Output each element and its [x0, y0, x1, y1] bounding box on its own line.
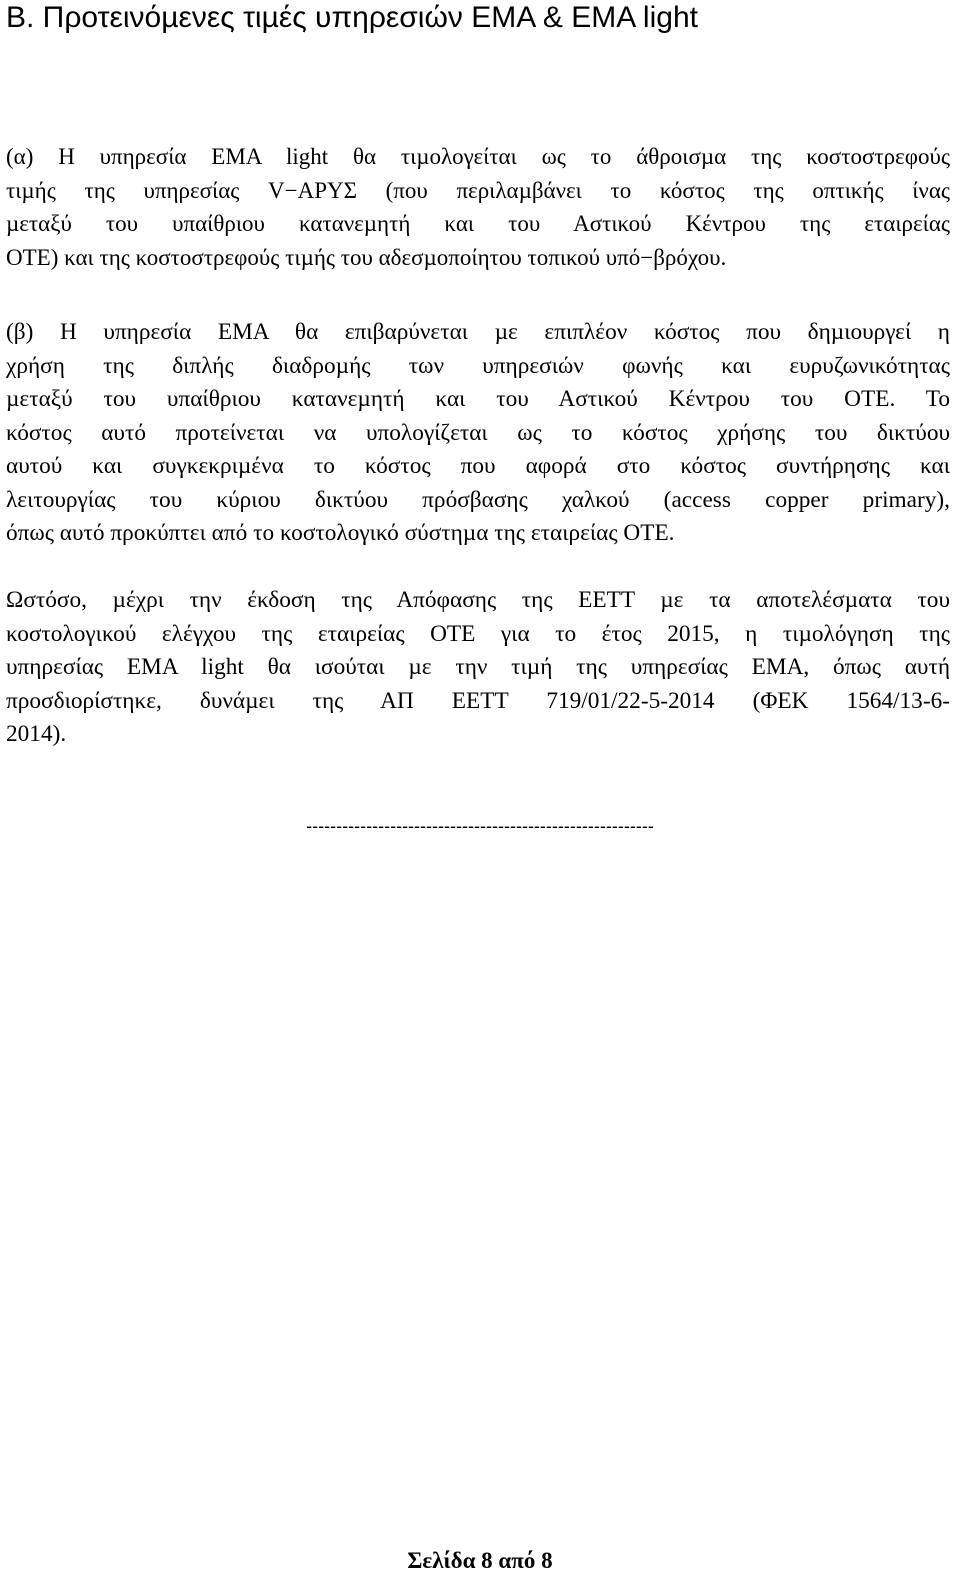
- paragraph-c-line: 2014).: [6, 721, 67, 747]
- page-number: Σελίδα 8 από 8: [407, 1548, 553, 1573]
- section-heading: Β. Προτεινόµενες τιµές υπηρεσιών ΕΜΑ & ΕΜΑ light: [6, 1, 698, 34]
- paragraph-b-line: αυτού και συγκεκριµένα το κόστος που αφορά στο κόστος συντήρησης και: [6, 453, 950, 479]
- paragraph-b-line: (β) Η υπηρεσία ΕΜΑ θα επιβαρύνεται µε επιπλέον κόστος που δηµιουργεί η: [6, 319, 950, 345]
- paragraph-a: [6, 140, 950, 274]
- paragraph-b-line: κόστος αυτό προτείνεται να υπολογίζεται ως το κόστος χρήσης του δικτύου: [6, 419, 950, 446]
- paragraph-c-line: προσδιορίστηκε, δυνάµει της ΑΠ ΕΕΤΤ 719/01/22-5-2014 (ΦΕΚ 1564/13-6-: [6, 687, 950, 714]
- paragraph-c-line: Ωστόσο, µέχρι την έκδοση της Απόφασης της ΕΕΤΤ µε τα αποτελέσµατα του: [6, 587, 950, 613]
- paragraph-b: [6, 316, 950, 551]
- paragraph-c-line: κοστολογικού ελέγχου της εταιρείας ΟΤΕ για το έτος 2015, η τιµολόγηση της: [6, 620, 950, 647]
- paragraph-b-line: όπως αυτό προκύπτει από το κοστολογικό σύστηµα της εταιρείας ΟΤΕ.: [6, 520, 675, 546]
- paragraph-a-line: ΟΤΕ) και της κοστοστρεφούς τιµής του αδεσµοποίητου τοπικού υπό−βρόχου.: [6, 244, 727, 270]
- paragraph-a-line: τιµής της υπηρεσίας V−ΑΡΥΣ (που περιλαµβάνει το κόστος της οπτικής ίνας: [6, 177, 950, 203]
- paragraph-c-line: υπηρεσίας ΕΜΑ light θα ισούται µε την τιµή της υπηρεσίας ΕΜΑ, όπως αυτή: [6, 654, 950, 680]
- separator-line: ----------------------------------------------------------: [306, 816, 654, 836]
- paragraph-c: [6, 584, 950, 752]
- paragraph-b-line: λειτουργίας του κύριου δικτύου πρόσβασης χαλκού (access copper primary),: [6, 486, 950, 513]
- paragraph-b-line: µεταξύ του υπαίθριου κατανεµητή και του Αστικού Κέντρου του ΟΤΕ. Το: [6, 386, 950, 412]
- paragraph-b-line: χρήση της διπλής διαδροµής των υπηρεσιών φωνής και ευρυζωνικότητας: [6, 352, 950, 379]
- paragraph-a-line: µεταξύ του υπαίθριου κατανεµητή και του Αστικού Κέντρου της εταιρείας: [6, 211, 950, 236]
- paragraph-a-line: (α) Η υπηρεσία ΕΜΑ light θα τιµολογείται ως το άθροισµα της κοστοστρεφούς: [6, 144, 950, 169]
